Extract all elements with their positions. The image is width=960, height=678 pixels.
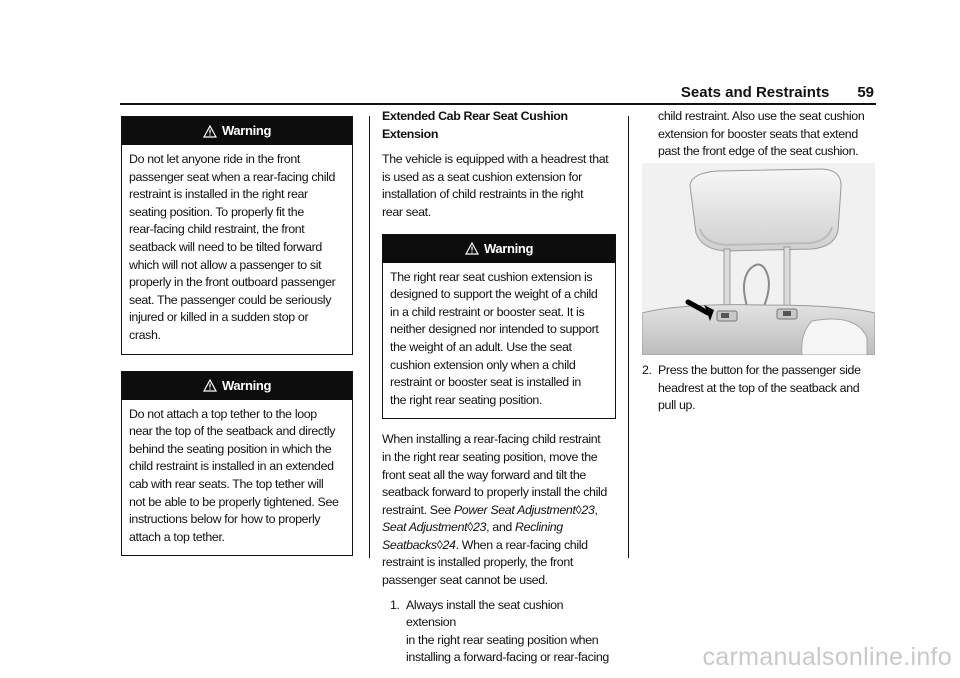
warning-box-1 xyxy=(121,116,353,355)
text-run: . When a rear-facing child xyxy=(455,537,588,552)
text-line: pull up. xyxy=(658,398,696,413)
warning-title: Warning xyxy=(221,377,272,393)
text-line: front seat all the way forward and tilt the xyxy=(382,467,586,482)
warning-text xyxy=(122,145,352,354)
step-2 xyxy=(642,362,876,415)
step-number: 2. xyxy=(642,363,652,377)
text-line: child restraint. Also use the seat cushion xyxy=(658,109,865,123)
text-line: injured or killed in a sudden stop or xyxy=(129,310,309,325)
header-rule xyxy=(120,103,876,105)
right-column xyxy=(642,108,876,161)
step-1 xyxy=(382,597,616,667)
ref-symbol: ◊ xyxy=(575,502,582,517)
warning-triangle-icon xyxy=(465,242,479,255)
text-line: seating position. To properly fit the xyxy=(129,204,304,219)
text-line: attach a top tether. xyxy=(129,529,225,544)
left-column xyxy=(121,116,353,556)
text-line: child restraint is installed in an extended xyxy=(129,459,334,474)
text-line: which will not allow a passenger to sit xyxy=(129,257,322,272)
xref-power-seat-adjustment[interactable]: Power Seat Adjustment xyxy=(453,502,576,517)
step-text xyxy=(406,597,616,667)
text-line: cushion extension only when a child xyxy=(390,357,576,372)
column-divider xyxy=(628,116,629,558)
xref-reclining-seatbacks-cont[interactable]: Seatbacks xyxy=(382,537,437,552)
text-line: seat. The passenger could be seriously xyxy=(129,292,332,307)
ref-symbol: ◊ xyxy=(467,520,473,535)
page-number: 59 xyxy=(857,84,874,101)
text-line: near the top of the seatback and directly xyxy=(129,424,336,439)
text-line: passenger seat when a rear-facing child xyxy=(129,169,336,184)
warning-box-2 xyxy=(121,371,353,557)
text-line: rear seat. xyxy=(382,204,431,219)
xref-seat-adjustment[interactable]: Seat Adjustment xyxy=(382,520,468,535)
installation-paragraph xyxy=(382,431,616,589)
text-line: The vehicle is equipped with a headrest that xyxy=(382,152,609,167)
step-1-continued xyxy=(642,108,876,161)
step-text xyxy=(658,362,876,415)
text-line xyxy=(382,519,616,537)
text-line: seatback forward to properly install the child xyxy=(382,485,607,500)
warning-box-3 xyxy=(382,234,616,420)
watermark: carmanualsonline.info xyxy=(702,643,952,671)
xref-reclining-seatbacks[interactable]: Reclining xyxy=(515,520,563,535)
text-line: neither designed nor intended to support xyxy=(390,322,599,337)
xref-page[interactable]: 23 xyxy=(581,502,595,517)
intro-paragraph xyxy=(382,151,616,221)
warning-triangle-icon xyxy=(203,125,217,138)
text-line: Do not attach a top tether to the loop xyxy=(129,406,317,421)
text-line: restraint is installed properly, the front xyxy=(382,555,573,570)
column-divider xyxy=(369,116,370,558)
text-line: in a child restraint or booster seat. It is xyxy=(390,304,585,319)
text-line: the right rear seating position. xyxy=(390,392,543,407)
text-line: rear-facing child restraint, the front xyxy=(129,222,305,237)
text-line: passenger seat cannot be used. xyxy=(382,573,548,588)
text-run: restraint. See xyxy=(382,502,454,517)
text-line: behind the seating position in which the xyxy=(129,441,332,456)
section-subheading: Extended Cab Rear Seat Cushion Extension xyxy=(382,109,568,141)
text-line: installation of child restraints in the right xyxy=(382,187,584,202)
warning-header xyxy=(383,235,615,263)
warning-text xyxy=(383,263,615,419)
warning-title: Warning xyxy=(483,240,534,256)
text-line: extension for booster seats that extend xyxy=(658,126,858,141)
text-line: the weight of an adult. Use the seat xyxy=(390,339,572,354)
headrest-illustration xyxy=(642,163,875,355)
text-line: in the right rear seating position when xyxy=(406,632,599,647)
text-line: installing a forward-facing or rear-facing xyxy=(406,650,609,665)
middle-column xyxy=(382,108,616,667)
text-line: in the right rear seating position, move the xyxy=(382,449,598,464)
text-line: restraint or booster seat is installed in xyxy=(390,375,581,390)
warning-header xyxy=(122,372,352,400)
right-column-lower xyxy=(642,362,876,415)
page-header xyxy=(681,84,874,101)
text-line xyxy=(382,537,616,555)
section-title: Seats and Restraints xyxy=(680,84,830,101)
warning-triangle-icon xyxy=(203,379,217,392)
text-line: past the front edge of the seat cushion. xyxy=(658,144,859,159)
text-line: Always install the seat cushion extension xyxy=(406,597,564,630)
text-line: not be able to be properly tightened. See xyxy=(129,494,339,509)
text-line: The right rear seat cushion extension is xyxy=(390,269,593,284)
warning-text xyxy=(122,400,352,556)
ref-symbol: ◊ xyxy=(436,537,443,552)
warning-title: Warning xyxy=(221,123,272,138)
text-line: seatback will need to be tilted forward xyxy=(129,239,322,254)
text-line: Press the button for the passenger side xyxy=(658,363,861,377)
text-line: When installing a rear-facing child restraint xyxy=(382,432,601,447)
text-run: , and xyxy=(486,520,515,535)
text-line: restraint is installed in the right rear xyxy=(129,187,308,202)
step-number: 1. xyxy=(390,597,400,612)
text-line: cab with rear seats. The top tether will xyxy=(129,476,324,491)
text-line: instructions below for how to properly xyxy=(129,512,321,527)
text-line: is used as a seat cushion extension for xyxy=(382,169,582,184)
headrest-drawing xyxy=(642,163,875,355)
text-line: restraint. See Power Seat Adjustment◊23, xyxy=(382,502,598,517)
xref-page[interactable]: 23 xyxy=(473,520,487,535)
text-line: Do not let anyone ride in the front xyxy=(129,152,300,166)
warning-header xyxy=(122,117,352,145)
text-line: properly in the front outboard passenger xyxy=(129,275,336,290)
text-line: designed to support the weight of a child xyxy=(390,287,598,302)
text-line: crash. xyxy=(129,327,161,342)
xref-page[interactable]: 24 xyxy=(442,537,456,552)
text-line: headrest at the top of the seatback and xyxy=(658,380,860,395)
